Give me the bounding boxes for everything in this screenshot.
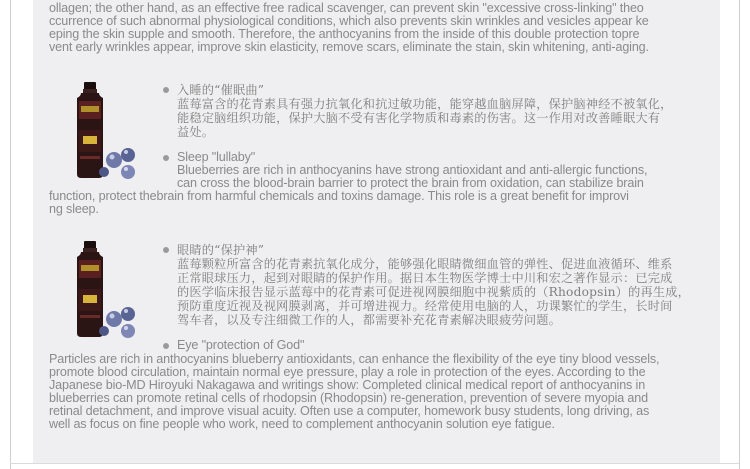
bottom-divider xyxy=(10,463,739,464)
section-text-cn: 正常眼球压力，起到对眼睛的保护作用。据日本生物医学博士中川和宏之著作显示：已完成 xyxy=(177,271,673,285)
section-text-cn: 蓝莓颗粒所富含的花青素抗氧化成分，能够强化眼睛微细血管的弹性、促进血液循环、维系 xyxy=(177,257,673,271)
blueberry-product-image xyxy=(72,241,142,341)
blueberry-product-image xyxy=(72,82,142,182)
section-text-cn: 的医学临床报告显示蓝莓中的花青素可促进视网膜细胞中视紫质的（Rhodopsin）的再生成， xyxy=(177,285,691,299)
section-text-en: Japanese bio-MD Hiroyuki Nakagawa and writings show: Completed clinical medical report of anthocyanins in xyxy=(49,378,646,392)
section-text-en: well as focus on fine people who work, need to complement anthocyanin solution eye fatigue. xyxy=(49,417,555,431)
section-title-en: Eye "protection of God" xyxy=(177,338,305,352)
section-text-cn: 益处。 xyxy=(177,125,215,139)
intro-line: vent early wrinkles appear, improve skin elasticity, remove scars, eliminate the stain, skin whitening, anti-aging. xyxy=(49,40,649,54)
section-text-en: blueberries can promote retinal cells of rhodopsin (Rhodopsin) re-generation, prevention of severe myopia and xyxy=(49,391,648,405)
intro-line: ccurrence of such abnormal physiological conditions, which also prevents skin wrinkles and vesicles appear ke xyxy=(49,14,649,28)
section-text-en: function, protect thebrain from harmful chemicals and toxins damage. This role is a great benefit for improvi xyxy=(49,189,629,203)
section-text-cn: 能稳定脑组织功能，保护大脑不受有害化学物质和毒素的伤害。这一作用对改善睡眠大有 xyxy=(177,111,661,125)
bullet-dot xyxy=(163,343,169,349)
section-text-en: Blueberries are rich in anthocyanins have strong antioxidant and anti-allergic functions, xyxy=(177,163,648,177)
section-text-en: promote blood circulation, maintain normal eye pressure, play a role in protection of the eyes. According to the xyxy=(49,365,646,379)
section-text-cn: 预防重度近视及视网膜剥离，并可增进视力。经常使用电脑的人，功课繁忙的学生，长时间 xyxy=(177,299,673,313)
section-title-en: Sleep "lullaby" xyxy=(177,150,256,164)
section-text-en: Particles are rich in anthocyanins blueberry antioxidants, can enhance the flexibility of the eye tiny blood vessels, xyxy=(49,352,660,366)
bullet-dot xyxy=(163,155,169,161)
bullet-dot xyxy=(163,247,169,253)
section-text-cn: 驾车者，以及专注细微工作的人，都需要补充花青素解决眼疲劳问题。 xyxy=(177,313,562,327)
section-text-en: can cross the blood-brain barrier to protect the brain from oxidation, can stabilize brain xyxy=(177,176,644,190)
section-text-en: retinal detachment, and improve visual acuity. Often use a computer, homework busy students, long driving, as xyxy=(49,404,650,418)
bullet-dot xyxy=(163,87,169,93)
section-text-cn: 蓝莓富含的花青素具有强力抗氧化和抗过敏功能，能穿越血脑屏障，保护脑神经不被氧化， xyxy=(177,97,673,111)
section-title-cn: 入睡的“催眠曲” xyxy=(177,83,265,97)
intro-line: ollagen; the other hand, as an effective free radical scavenger, can prevent skin "excessive cross-linking" theo xyxy=(49,1,644,15)
intro-line: eping the skin supple and smooth. Therefore, the anthocyanins from the inside of this double protection topre xyxy=(49,27,640,41)
section-title-cn: 眼睛的“保护神” xyxy=(177,243,265,257)
section-text-en: ng sleep. xyxy=(49,202,99,216)
